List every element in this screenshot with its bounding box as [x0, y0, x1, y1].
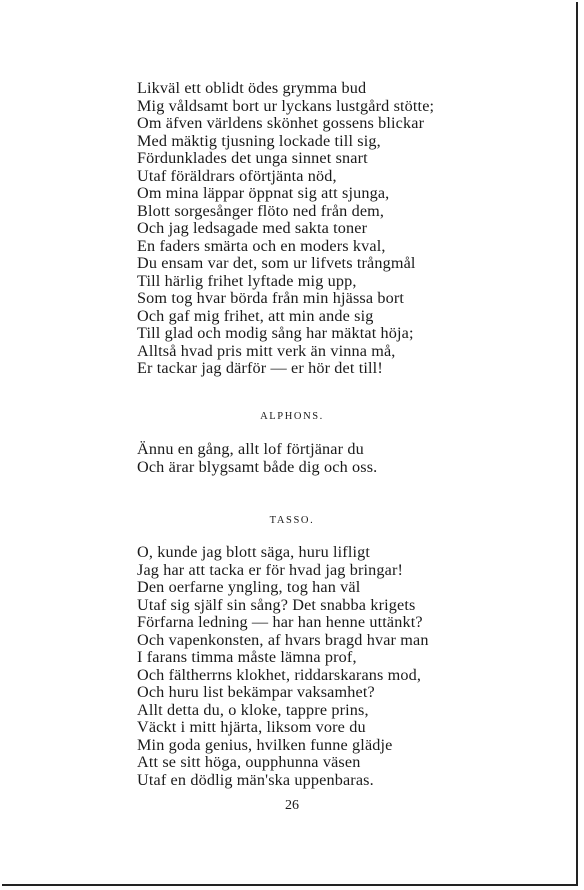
- verse-line: Till glad och modig sång har mäktat höja;: [137, 324, 414, 342]
- verse-block-2: [137, 441, 557, 476]
- verse-line: Och vapenkonsten, af hvars bragd hvar man: [137, 630, 429, 649]
- verse-line: En faders smärta och en moders kval,: [137, 236, 386, 255]
- verse-line: Utaf sig själf sin sång? Det snabba krigets: [137, 595, 416, 614]
- verse-line: O, kunde jag blott säga, huru lifligt: [137, 543, 371, 561]
- verse-line: Och huru list bekämpar vaksamhet?: [137, 683, 375, 701]
- verse-line: Du ensam var det, som ur lifvets trångmål: [137, 254, 416, 272]
- verse-line: Ännu en gång, allt lof förtjänar du: [137, 440, 364, 458]
- verse-line: Om mina läppar öppnat sig att sjunga,: [137, 184, 390, 202]
- verse-line: Och gaf mig frihet, att min ande sig: [137, 306, 374, 325]
- page-number: 26: [285, 798, 299, 813]
- verse-line: Och ärar blygsamt både dig och oss.: [137, 457, 378, 476]
- verse-line: Väckt i mitt hjärta, liksom vore du: [137, 718, 366, 736]
- verse-line: Förfarna ledning — har han henne uttänkt?: [137, 613, 423, 631]
- speaker-name-tasso: TASSO.: [269, 515, 315, 526]
- verse-block-3: [137, 544, 557, 789]
- verse-line: Allt detta du, o kloke, tappre prins,: [137, 700, 369, 719]
- verse-line: Som tog hvar börda från min hjässa bort: [137, 289, 405, 307]
- verse-line: Blott sorgesånger flöto ned från dem,: [137, 201, 385, 220]
- verse-line: Med mäktig tjusning lockade till sig,: [137, 131, 381, 150]
- speaker-name-alphons: ALPHONS.: [260, 411, 324, 422]
- verse-line: Fördunklades det unga sinnet snart: [137, 149, 368, 167]
- verse-line: Min goda genius, hvilken funne glädje: [137, 735, 393, 754]
- verse-line: Och jag ledsagade med sakta toner: [137, 219, 368, 237]
- verse-line: Jag har att tacka er för hvad jag bringar!: [137, 560, 404, 579]
- verse-line: Den oerfarne yngling, tog han väl: [137, 578, 361, 596]
- verse-line: Och fältherrns klokhet, riddarskarans mod,: [137, 665, 422, 684]
- verse-line: Till härlig frihet lyftade mig upp,: [137, 271, 357, 290]
- verse-line: Utaf en dödlig män'ska uppenbaras.: [137, 770, 374, 789]
- verse-line: Utaf föräldrars oförtjänta nöd,: [137, 166, 337, 185]
- verse-line: Att se sitt höga, oupphunna väsen: [137, 753, 361, 771]
- verse-line: I farans timma måste lämna prof,: [137, 648, 357, 666]
- verse-line: Om äfven världens skönhet gossens blickar: [137, 114, 425, 132]
- verse-block-1: [137, 80, 557, 378]
- verse-line: Likväl ett oblidt ödes grymma bud: [137, 79, 367, 97]
- verse-line: Alltså hvad pris mitt verk än vinna må,: [137, 341, 396, 360]
- verse-line: Er tackar jag därför — er hör det till!: [137, 359, 383, 377]
- verse-line: Mig våldsamt bort ur lyckans lustgård stötte;: [137, 96, 435, 115]
